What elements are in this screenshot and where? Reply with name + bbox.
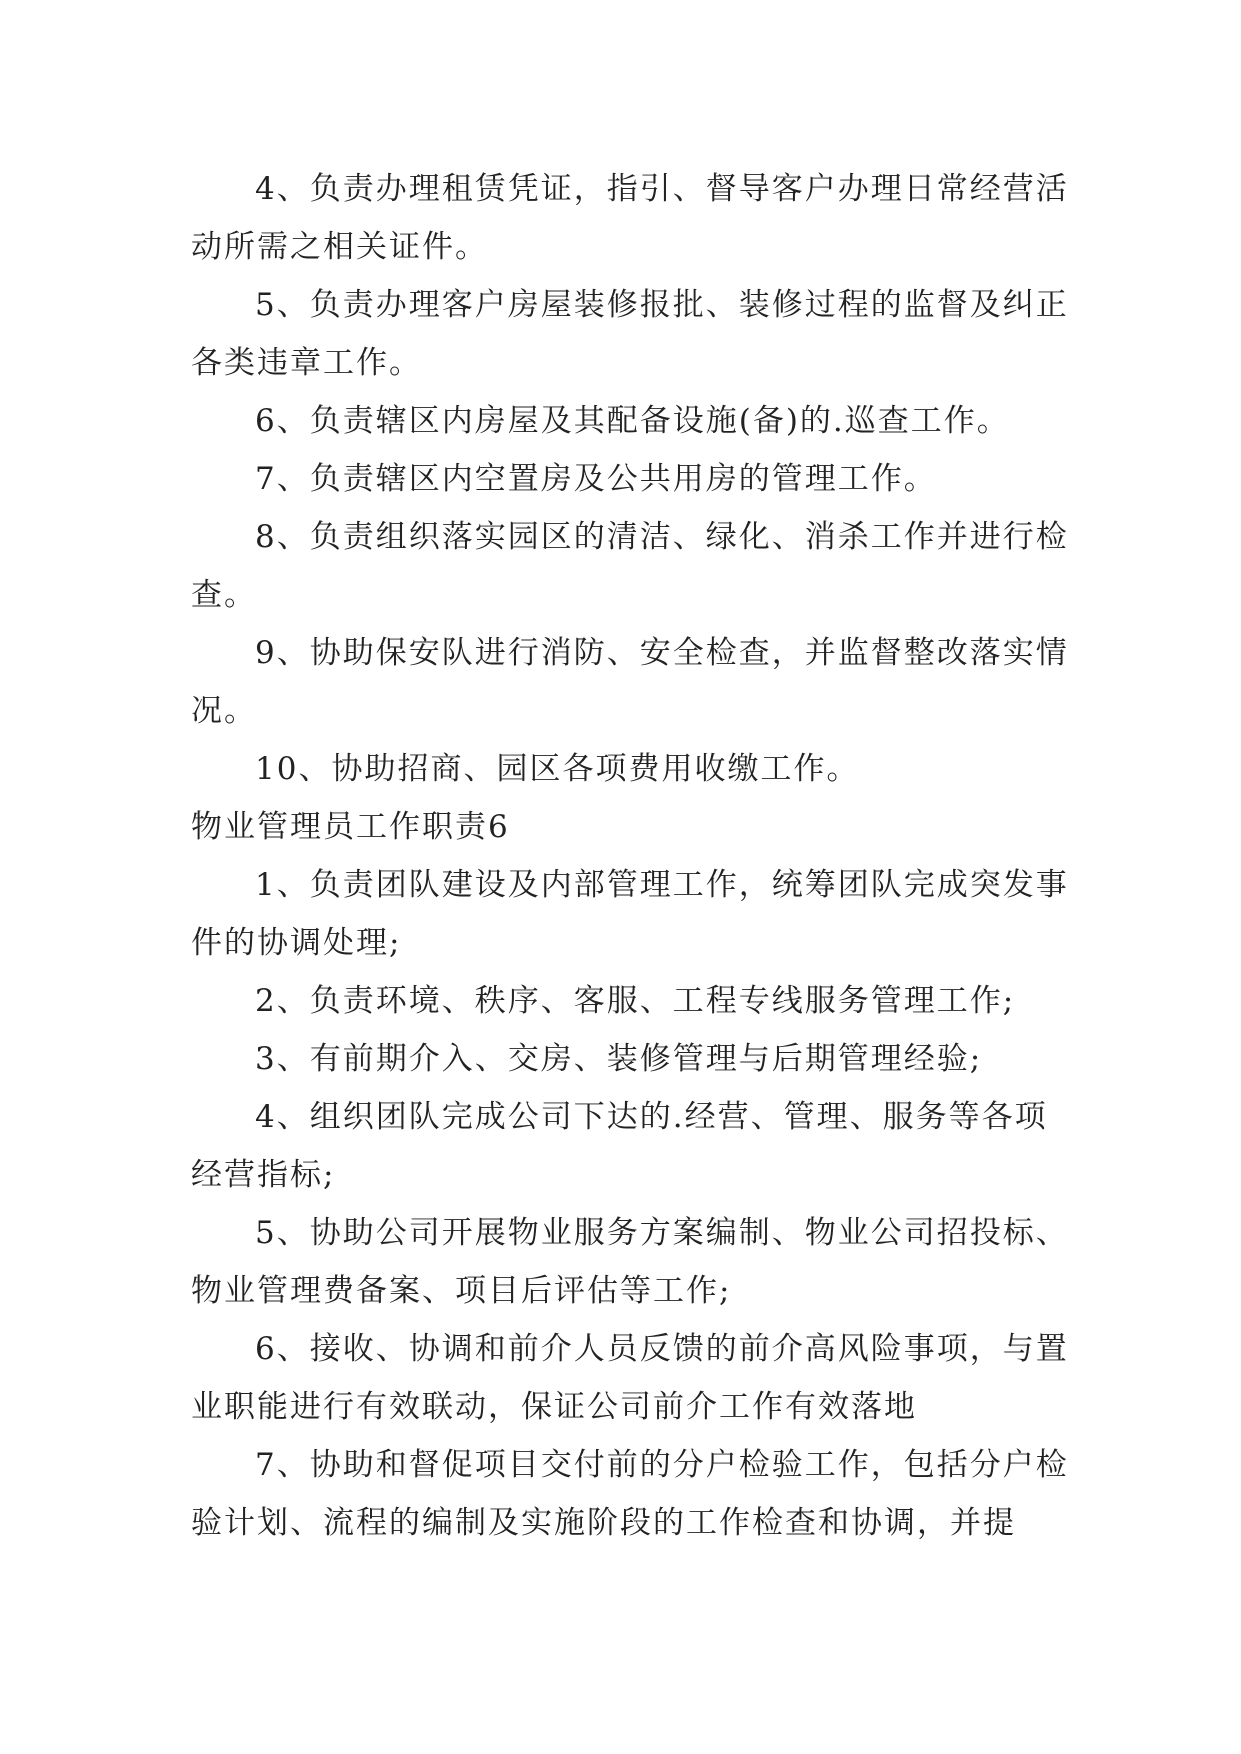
paragraph-item-7: 7、负责辖区内空置房及公共用房的管理工作。 [255,461,937,497]
paragraph-item-9: 9、协助保安队进行消防、安全检查，并监督整改落实情况。 [191,635,1069,729]
paragraph-item-6: 6、负责辖区内房屋及其配备设施(备)的.巡查工作。 [255,403,1010,439]
section-paragraph-6: 6、接收、协调和前介人员反馈的前介高风险事项，与置业职能进行有效联动，保证公司前介工作有效落地 [191,1331,1069,1425]
paragraph-item-5: 5、负责办理客户房屋装修报批、装修过程的监督及纠正各类违章工作。 [191,287,1069,381]
section-title: 物业管理员工作职责6 [191,809,510,845]
section-paragraph-4: 4、组织团队完成公司下达的.经营、管理、服务等各项经营指标; [191,1099,1048,1193]
paragraph-item-8: 8、负责组织落实园区的清洁、绿化、消杀工作并进行检查。 [191,519,1069,613]
paragraph-item-10: 10、协助招商、园区各项费用收缴工作。 [255,751,860,787]
section-paragraph-3: 3、有前期介入、交房、装修管理与后期管理经验; [255,1041,983,1077]
paragraph-item-4: 4、负责办理租赁凭证，指引、督导客户办理日常经营活动所需之相关证件。 [191,171,1069,265]
section-paragraph-2: 2、负责环境、秩序、客服、工程专线服务管理工作; [255,983,1016,1019]
section-paragraph-5: 5、协助公司开展物业服务方案编制、物业公司招投标、物业管理费备案、项目后评估等工作; [191,1215,1069,1309]
section-paragraph-1: 1、负责团队建设及内部管理工作，统筹团队完成突发事件的协调处理; [191,867,1069,961]
section-paragraph-7: 7、协助和督促项目交付前的分户检验工作，包括分户检验计划、流程的编制及实施阶段的工作检查和协调，并提 [191,1447,1069,1541]
document-body [191,160,1071,1552]
